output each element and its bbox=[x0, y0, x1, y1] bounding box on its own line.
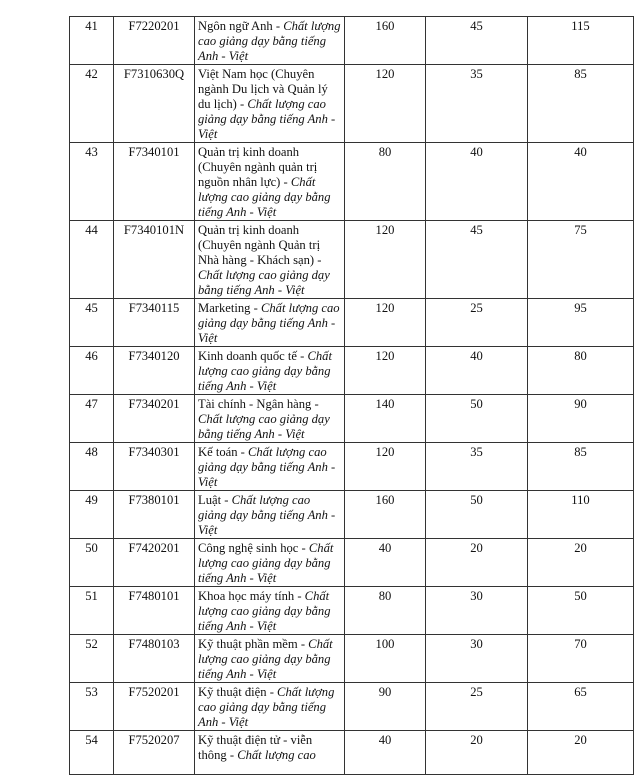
program-name: Quản trị kinh doanh (Chuyên ngành Quản trị Nhà hàng - Khách sạn) - bbox=[198, 223, 322, 267]
program-quality-note: Chất lượng cao giảng dạy bằng tiếng Anh - Việt bbox=[198, 685, 335, 729]
quota-other-cell: 80 bbox=[528, 347, 634, 395]
row-number-cell: 53 bbox=[70, 683, 114, 731]
row-number-cell: 46 bbox=[70, 347, 114, 395]
quota-total-cell: 140 bbox=[345, 395, 426, 443]
program-quality-note: Chất lượng cao giảng dạy bằng tiếng Anh - Việt bbox=[198, 541, 334, 585]
program-name-cell bbox=[195, 443, 345, 491]
row-number-cell: 49 bbox=[70, 491, 114, 539]
program-code-cell: F7480101 bbox=[114, 587, 195, 635]
row-number-cell: 50 bbox=[70, 539, 114, 587]
program-name-cell bbox=[195, 395, 345, 443]
quota-other-cell: 70 bbox=[528, 635, 634, 683]
quota-other-cell: 110 bbox=[528, 491, 634, 539]
program-name-cell bbox=[195, 65, 345, 143]
quota-total-cell: 100 bbox=[345, 635, 426, 683]
quota-other-cell: 90 bbox=[528, 395, 634, 443]
quota-total-cell: 80 bbox=[345, 143, 426, 221]
program-quality-note: Chất lượng cao giảng dạy bằng tiếng Anh - Việt bbox=[198, 412, 330, 441]
program-code-cell: F7420201 bbox=[114, 539, 195, 587]
quota-other-cell: 65 bbox=[528, 683, 634, 731]
quota-other-cell: 20 bbox=[528, 539, 634, 587]
table-row bbox=[70, 539, 634, 587]
program-name: Kế toán - bbox=[198, 445, 249, 459]
program-name-cell bbox=[195, 143, 345, 221]
quota-exam-cell: 50 bbox=[426, 491, 528, 539]
quota-exam-cell: 45 bbox=[426, 17, 528, 65]
program-name-cell bbox=[195, 635, 345, 683]
program-quality-note: Chất lượng cao giảng dạy bằng tiếng Anh - Việt bbox=[198, 19, 341, 63]
program-name: Kỹ thuật điện - bbox=[198, 685, 278, 699]
program-code-cell: F7340101N bbox=[114, 221, 195, 299]
row-number-cell: 52 bbox=[70, 635, 114, 683]
quota-exam-cell: 25 bbox=[426, 683, 528, 731]
quota-other-cell: 85 bbox=[528, 65, 634, 143]
program-code-cell: F7310630Q bbox=[114, 65, 195, 143]
quota-exam-cell: 35 bbox=[426, 443, 528, 491]
program-name: Ngôn ngữ Anh - bbox=[198, 19, 284, 33]
admissions-table bbox=[69, 16, 634, 775]
program-quality-note: Chất lượng cao giảng dạy bằng tiếng Anh - Việt bbox=[198, 301, 340, 345]
table-row bbox=[70, 143, 634, 221]
table-row bbox=[70, 17, 634, 65]
row-number-cell: 41 bbox=[70, 17, 114, 65]
program-code-cell: F7340301 bbox=[114, 443, 195, 491]
table-row bbox=[70, 635, 634, 683]
quota-exam-cell: 20 bbox=[426, 539, 528, 587]
quota-exam-cell: 45 bbox=[426, 221, 528, 299]
table-row bbox=[70, 587, 634, 635]
row-number-cell: 45 bbox=[70, 299, 114, 347]
program-name-cell bbox=[195, 221, 345, 299]
row-number-cell: 51 bbox=[70, 587, 114, 635]
quota-other-cell: 85 bbox=[528, 443, 634, 491]
quota-total-cell: 120 bbox=[345, 221, 426, 299]
program-code-cell: F7220201 bbox=[114, 17, 195, 65]
quota-total-cell: 120 bbox=[345, 299, 426, 347]
program-name: Công nghệ sinh học - bbox=[198, 541, 309, 555]
quota-total-cell: 160 bbox=[345, 17, 426, 65]
table-row bbox=[70, 683, 634, 731]
program-name: Khoa học máy tính - bbox=[198, 589, 305, 603]
row-number-cell: 48 bbox=[70, 443, 114, 491]
quota-exam-cell: 40 bbox=[426, 347, 528, 395]
table-row bbox=[70, 221, 634, 299]
program-code-cell: F7520207 bbox=[114, 731, 195, 775]
quota-total-cell: 120 bbox=[345, 443, 426, 491]
table-row bbox=[70, 491, 634, 539]
quota-other-cell: 75 bbox=[528, 221, 634, 299]
table-row bbox=[70, 731, 634, 775]
program-quality-note: Chất lượng cao giảng dạy bằng tiếng Anh - Việt bbox=[198, 349, 332, 393]
quota-other-cell: 40 bbox=[528, 143, 634, 221]
quota-total-cell: 40 bbox=[345, 539, 426, 587]
program-name-cell bbox=[195, 17, 345, 65]
program-quality-note: Chất lượng cao giảng dạy bằng tiếng Anh - Việt bbox=[198, 637, 333, 681]
row-number-cell: 47 bbox=[70, 395, 114, 443]
program-name-cell bbox=[195, 491, 345, 539]
quota-exam-cell: 35 bbox=[426, 65, 528, 143]
program-name: Kỹ thuật điện tử - viễn thông - bbox=[198, 733, 313, 762]
program-code-cell: F7340101 bbox=[114, 143, 195, 221]
program-name-cell bbox=[195, 683, 345, 731]
program-name: Kỹ thuật phần mềm - bbox=[198, 637, 309, 651]
quota-total-cell: 120 bbox=[345, 65, 426, 143]
quota-total-cell: 160 bbox=[345, 491, 426, 539]
program-quality-note: Chất lượng cao giảng dạy bằng tiếng Anh - Việt bbox=[198, 493, 336, 537]
program-name-cell bbox=[195, 539, 345, 587]
program-name: Tài chính - Ngân hàng - bbox=[198, 397, 319, 411]
quota-other-cell: 95 bbox=[528, 299, 634, 347]
row-number-cell: 54 bbox=[70, 731, 114, 775]
program-quality-note: Chất lượng cao giảng dạy bằng tiếng Anh - Việt bbox=[198, 589, 331, 633]
program-name: Việt Nam học (Chuyên ngành Du lịch và Quản lý du lịch) - bbox=[198, 67, 328, 111]
program-name-cell bbox=[195, 299, 345, 347]
quota-exam-cell: 30 bbox=[426, 587, 528, 635]
table-row bbox=[70, 443, 634, 491]
table-row bbox=[70, 299, 634, 347]
quota-total-cell: 80 bbox=[345, 587, 426, 635]
program-quality-note: Chất lượng cao giảng dạy bằng tiếng Anh - Việt bbox=[198, 445, 336, 489]
quota-exam-cell: 30 bbox=[426, 635, 528, 683]
program-quality-note: Chất lượng cao giảng dạy bằng tiếng Anh - Việt bbox=[198, 268, 330, 297]
program-name: Luật - bbox=[198, 493, 232, 507]
program-code-cell: F7480103 bbox=[114, 635, 195, 683]
program-name: Quản trị kinh doanh (Chuyên ngành quản trị nguồn nhân lực) - bbox=[198, 145, 318, 189]
quota-exam-cell: 25 bbox=[426, 299, 528, 347]
quota-other-cell: 50 bbox=[528, 587, 634, 635]
row-number-cell: 44 bbox=[70, 221, 114, 299]
program-quality-note: Chất lượng cao giảng dạy bằng tiếng Anh - Việt bbox=[198, 97, 336, 141]
quota-exam-cell: 50 bbox=[426, 395, 528, 443]
program-quality-note: Chất lượng cao giảng dạy bằng tiếng Anh - Việt bbox=[198, 175, 331, 219]
program-name-cell bbox=[195, 587, 345, 635]
row-number-cell: 42 bbox=[70, 65, 114, 143]
quota-total-cell: 90 bbox=[345, 683, 426, 731]
table-row bbox=[70, 347, 634, 395]
table-row bbox=[70, 65, 634, 143]
quota-exam-cell: 20 bbox=[426, 731, 528, 775]
row-number-cell: 43 bbox=[70, 143, 114, 221]
program-name: Kinh doanh quốc tế - bbox=[198, 349, 308, 363]
program-quality-note: Chất lượng cao bbox=[237, 748, 316, 762]
program-name: Marketing - bbox=[198, 301, 261, 315]
program-name-cell bbox=[195, 347, 345, 395]
quota-total-cell: 40 bbox=[345, 731, 426, 775]
program-code-cell: F7340115 bbox=[114, 299, 195, 347]
table-row bbox=[70, 395, 634, 443]
program-code-cell: F7340120 bbox=[114, 347, 195, 395]
program-code-cell: F7520201 bbox=[114, 683, 195, 731]
quota-total-cell: 120 bbox=[345, 347, 426, 395]
quota-other-cell: 115 bbox=[528, 17, 634, 65]
quota-exam-cell: 40 bbox=[426, 143, 528, 221]
program-code-cell: F7380101 bbox=[114, 491, 195, 539]
quota-other-cell: 20 bbox=[528, 731, 634, 775]
program-name-cell bbox=[195, 731, 345, 775]
program-code-cell: F7340201 bbox=[114, 395, 195, 443]
